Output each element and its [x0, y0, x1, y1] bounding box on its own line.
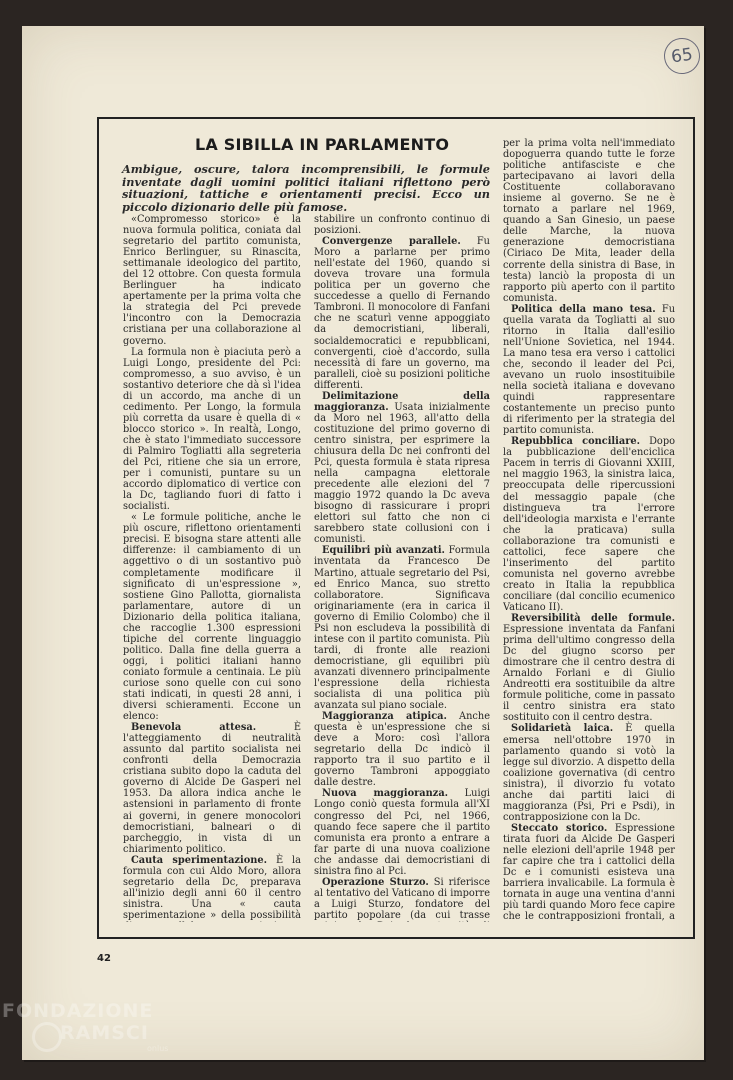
watermark-line-3: onlus — [147, 1044, 169, 1053]
article-paragraph — [123, 722, 301, 855]
paragraph-text: Usata inizialmente da Moro nel 1963, all'atto della costituzione del primo governo di centro sinistra, per esprimere la chiusura della Dc nei confronti del Pci, questa formula è stata ripresa nella campagna elettorale precedente alle elezioni del 7 maggio 1972 quando la Dc aveva bisogno di rassicurare i propri elettori sul fatto che non ci sarebbero state collusioni con i comunisti. — [314, 401, 490, 546]
paragraph-text: Espressione tirata fuori da Alcide De Gasperi nelle elezioni dell'aprile 1948 per far capire che tra i cattolici della Dc e i comunisti esisteva una barriera invalicabile. La formula è tornata in auge una ventina d'anni più tardi quando Moro fece capire che le contrapposizioni frontali, a — [503, 822, 675, 922]
article-paragraph — [503, 723, 675, 822]
article-paragraph — [503, 436, 675, 613]
paragraph-text: La formula non è piaciuta però a Luigi Longo, presidente del Pci: compromesso, a suo avviso, è un sostantivo deteriore che dà sì l'idea di un accordo, ma anche di un cedimento. Per Longo, la formula più corretta da usare è quella di « blocco storico ». In realtà, Longo, che è stato l'immediato successore di Palmiro Togliatti alla segreteria del Pci, ritiene che sia un errore, per i comunisti, puntare su un accordo diplomatico di vertice con la Dc, tagliando fuori di fatto i socialisti. — [123, 346, 301, 513]
paragraph-text: Dopo la pubblicazione dell'enciclica Pacem in terris di Giovanni XXIII, nel maggio 1963, la sinistra laica, preoccupata delle ripercussioni del messaggio papale (che distingueva tra l'errore dell'ideologia marxista e l'errante che la praticava) sulla collaborazione tra comunisti e cattolici, fece sapere che l'inserimento del partito comunista nel governo avrebbe creato in Italia la repubblica conciliare (dal concilio ecumenico Vaticano II). — [503, 436, 675, 613]
archive-number-mark: 65 — [662, 36, 703, 77]
paragraph-text: Espressione inventata da Fanfani prima dell'ultimo congresso della Dc del giugno scorso per dimostrare che il centro destra di Arnaldo Forlani e di Giulio Andreotti era sostituibile da altre formule politiche, come in passato il centro sinistra era stato sostituito con il centro destra. — [503, 624, 675, 724]
dictionary-term: Equilibri più avanzati. — [322, 545, 445, 557]
dictionary-term: Nuova maggioranza. — [322, 788, 449, 800]
dictionary-term: Delimitazione della maggioranza. — [314, 390, 490, 413]
paragraph-text: « Le formule politiche, anche le più oscure, riflettono orientamenti precisi. E bisogna stare attenti alle differenze: il cambiamento di un aggettivo o di un sostantivo può completamente modificare il significato di un'espressione », sostiene Gino Pallotta, giornalista parlamentare, autore di un Dizionario della politica italiana, che raccoglie 1.300 espressioni tipiche del corrente linguaggio politico. Dalla fine della guerra a oggi, i politici italiani hanno coniato formule a centinaia. Le più curiose sono quelle con cui sono stati indicati, in questi 28 anni, i diversi schieramenti. Eccone un elenco: — [123, 512, 301, 723]
article-paragraph — [314, 711, 490, 788]
watermark-g-logo-icon — [32, 1022, 62, 1052]
dictionary-term: Steccato storico. — [511, 822, 608, 834]
paragraph-text: «Compromesso storico» è la nuova formula politica, coniata dal segretario del partito comunista, Enrico Berlinguer, su Rinascita, settimanale ideologico del partito, del 12 ottobre. Con questa formula Berlinguer ha indicato apertamente per la prima volta che la strategia del Pci prevede l'incontro con la Democrazia cristiana per una collaborazione al governo. — [123, 214, 301, 347]
article-column-3 — [503, 138, 675, 922]
article-paragraph — [123, 347, 301, 513]
paragraph-text: Fu quella varata da Togliatti al suo ritorno in Italia dall'esilio nell'Unione Sovietica, nel 1944. La mano tesa era verso i cattolici che, secondo il leader del Pci, avevano un ruolo insostituibile nella società italiana e dovevano quindi rappresentare costantemente un preciso punto di riferimento per la strategia del partito comunista. — [503, 303, 675, 437]
paragraph-text: per la prima volta nell'immediato dopoguerra quando tutte le forze politiche antifasciste e che partecipavano ai lavori della Costituente collaboravano insieme al governo. Se ne è tornato a parlare nel 1969, quando a San Ginesio, un paese delle Marche, la nuova generazione democristiana (Ciriaco De Mita, leader della corrente della sinistra di Base, in testa) lanciò la proposta di un rapporto più aperto con il partito comunista. — [503, 138, 675, 304]
article-column-1 — [123, 214, 301, 922]
paragraph-text: stabilire un confronto continuo di posizioni. — [314, 214, 490, 237]
article-paragraph — [503, 304, 675, 437]
dictionary-term: Benevola attesa. — [131, 722, 257, 734]
article-paragraph — [314, 545, 490, 711]
article-paragraph — [314, 877, 490, 922]
article-paragraph — [123, 214, 301, 347]
dictionary-term: Convergenze parallele. — [322, 236, 461, 248]
watermark — [2, 998, 232, 1068]
dictionary-term: Solidarietà laica. — [511, 723, 614, 735]
dictionary-term: Politica della mano tesa. — [511, 303, 656, 315]
article-paragraph — [314, 788, 490, 876]
dictionary-term: Operazione Sturzo. — [322, 876, 429, 888]
article-subtitle: Ambigue, oscure, talora incomprensibili, le formule inventate dagli uomini politici italiani riflettono però situazioni, tattiche e orientamenti precisi. Ecco un piccolo dizionario delle più famose. — [122, 162, 490, 214]
article-paragraph — [314, 236, 490, 391]
paragraph-text: Luigi Longo coniò questa formula all'XI congresso del Pci, nel 1966, quando fece sapere che il partito comunista era pronto a entrare a far parte di una nuova coalizione che andasse dai democristiani di sinistra fino al Pci. — [314, 788, 490, 877]
article-title: LA SIBILLA IN PARLAMENTO — [195, 135, 450, 154]
paragraph-text: Fu Moro a parlarne per primo nell'estate del 1960, quando si doveva trovare una formula politica per un governo che succedesse a quello di Fernando Tambroni. Il monocolore di Fanfani che ne scaturì venne appoggiato da democristiani, liberali, socialdemocratici e repubblicani, convergenti, cioè d'accordo, sulla necessità di fare un governo, ma paralleli, cioè su posizioni politiche differenti. — [314, 236, 490, 391]
article-paragraph — [123, 512, 301, 722]
dictionary-term: Reversibilità delle formule. — [511, 613, 675, 625]
paragraph-text: È l'atteggiamento di neutralità assunto dal partito socialista nei confronti della Democrazia cristiana subito dopo la caduta del governo di Alcide De Gasperi nel 1953. Da allora indica anche le astensioni in parlamento di fronte ai governi, in genere monocolori democristiani, balneari o di parcheggio, in vista di un chiarimento politico. — [123, 722, 301, 855]
paragraph-text: Anche questa è un'espressione che si deve a Moro: così l'allora segretario della Dc indicò il rapporto tra il suo partito e il governo Tambroni appoggiato dalle destre. — [314, 711, 490, 789]
watermark-line-2: RAMSCI — [60, 1022, 149, 1044]
article-paragraph — [503, 613, 675, 723]
dictionary-term: Maggioranza atipica. — [322, 711, 447, 723]
dictionary-term: Cauta sperimentazione. — [131, 854, 268, 866]
paragraph-text: È quella emersa nell'ottobre 1970 in parlamento quando si votò la legge sul divorzio. A dispetto della coalizione governativa (di centro sinistra), il divorzio fu votato anche dai partiti laici di maggioranza (Psi, Pri e Psdi), in contrapposizione con la Dc. — [503, 723, 675, 823]
paragraph-text: Si riferisce al tentativo del Vaticano di imporre a Luigi Sturzo, fondatore del partito popolare (da cui trasse — [314, 876, 490, 921]
article-paragraph — [314, 391, 490, 546]
article-paragraph — [503, 138, 675, 304]
paragraph-text: È la formula con cui Aldo Moro, allora segretario della Dc, preparava all'inizio degli anni 60 il centro sinistra. Una « cauta sperimentazione » della possibilità — [123, 854, 301, 921]
watermark-line-1: FONDAZIONE — [2, 1000, 154, 1022]
article-paragraph — [123, 855, 301, 922]
article-paragraph — [503, 823, 675, 922]
article-paragraph — [314, 214, 490, 236]
dictionary-term: Repubblica conciliare. — [511, 436, 641, 448]
page-number: 42 — [97, 953, 111, 964]
article-column-2 — [314, 214, 490, 922]
paragraph-text: Formula inventata da Francesco De Martino, attuale segretario del Psi, ed Enrico Manca, suo stretto collaboratore. Significava originariamente (era in carica il governo di Emilio Colombo) che il Psi non escludeva la possibilità di intese con il partito comunista. Più tardi, di fronte alle reazioni democristiane, gli equilibri più avanzati divennero principalmente l'espressione della richiesta socialista di una politica più avanzata sul piano sociale. — [314, 545, 490, 712]
